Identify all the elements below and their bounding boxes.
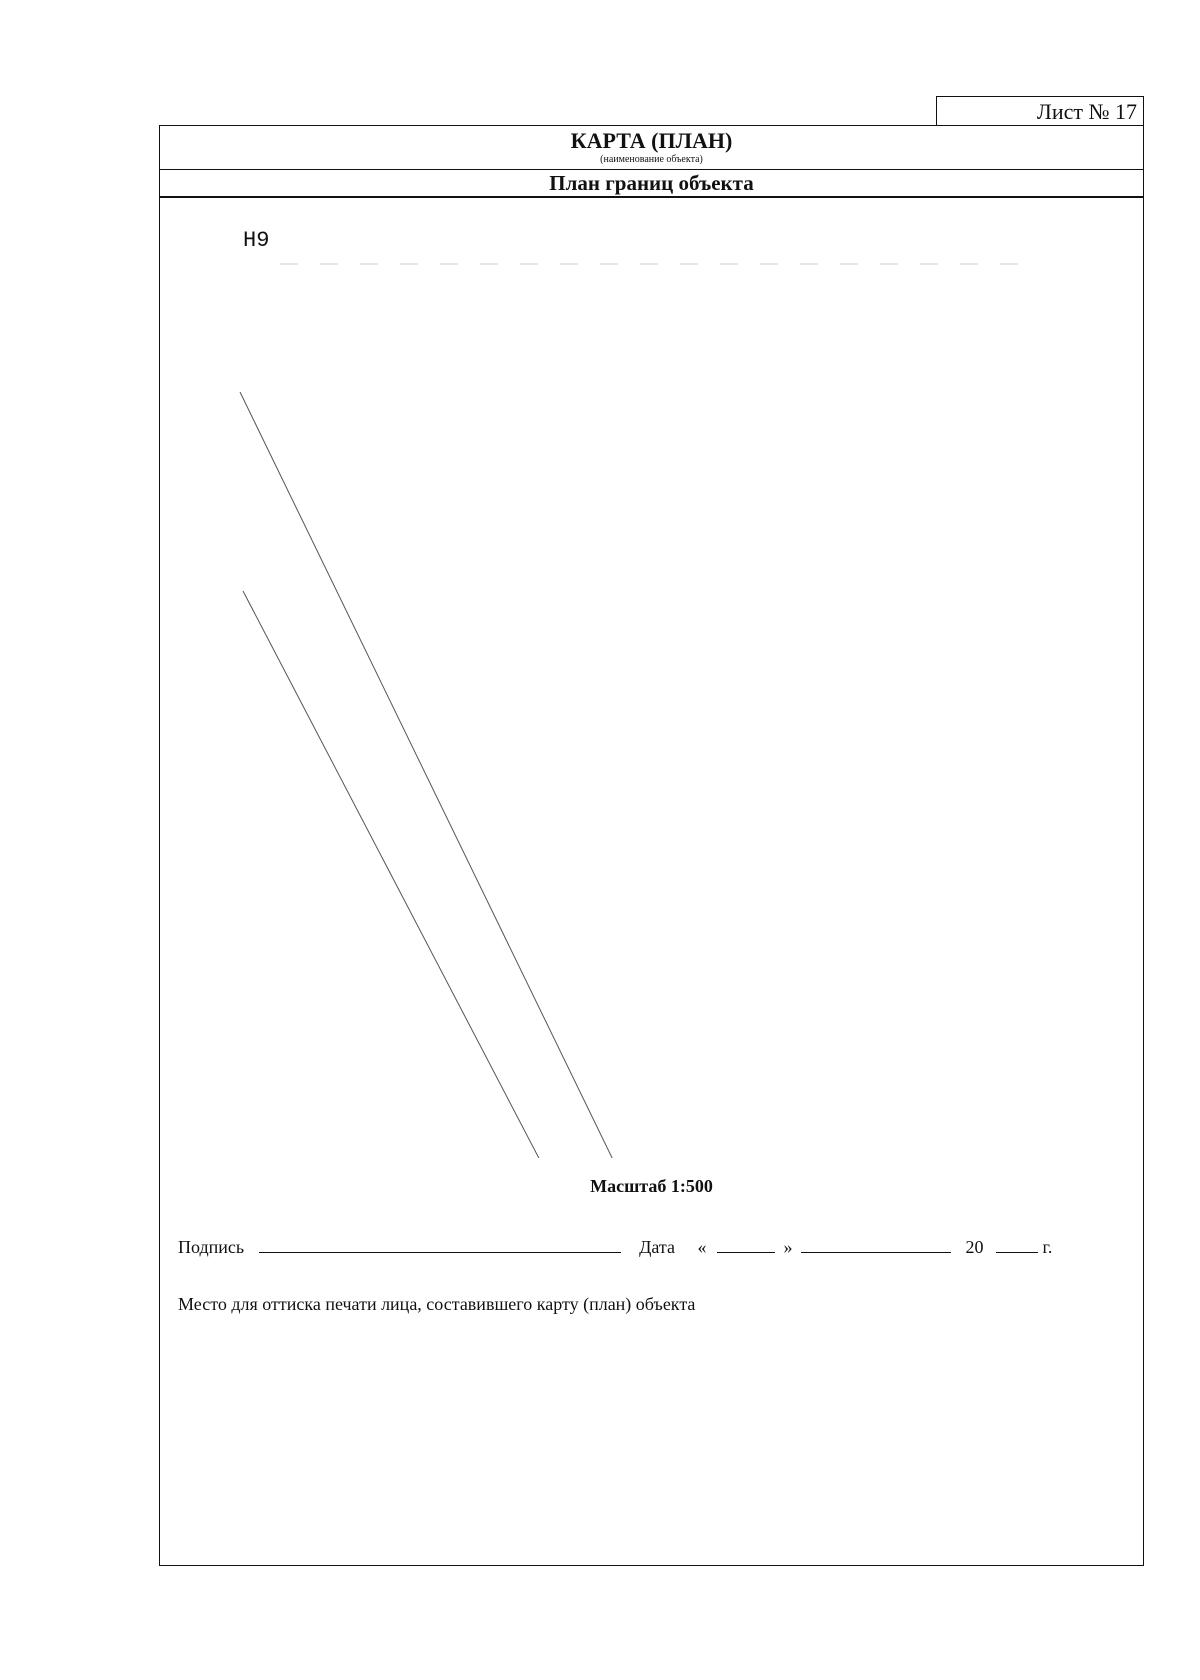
close-quote: » — [783, 1237, 793, 1257]
scale-label: Масштаб 1:500 — [590, 1176, 713, 1196]
year-prefix: 20 — [965, 1237, 984, 1257]
plan-drawing — [160, 198, 1142, 1158]
date-label: Дата — [639, 1237, 675, 1257]
signature-row — [178, 1234, 1052, 1259]
sheet-number: Лист № 17 — [936, 96, 1144, 126]
document-title: КАРТА (ПЛАН) — [570, 128, 733, 153]
day-field[interactable] — [717, 1234, 775, 1253]
signature-field[interactable] — [259, 1234, 621, 1253]
document-subtitle: (наименование объекта) — [600, 154, 703, 165]
month-field[interactable] — [801, 1234, 951, 1253]
year-field[interactable] — [996, 1234, 1038, 1253]
open-quote: « — [697, 1237, 707, 1257]
document-frame — [159, 125, 1144, 1566]
boundary-line-2 — [243, 591, 543, 1158]
section-title: План границ объекта — [160, 170, 1143, 198]
title-block — [160, 126, 1143, 170]
boundary-line-1 — [240, 392, 617, 1158]
signature-label: Подпись — [178, 1237, 245, 1257]
year-suffix: г. — [1042, 1237, 1053, 1257]
point-label-h9: Н9 — [243, 228, 270, 253]
stamp-place-text: Место для оттиска печати лица, составившего карту (план) объекта — [178, 1294, 696, 1314]
